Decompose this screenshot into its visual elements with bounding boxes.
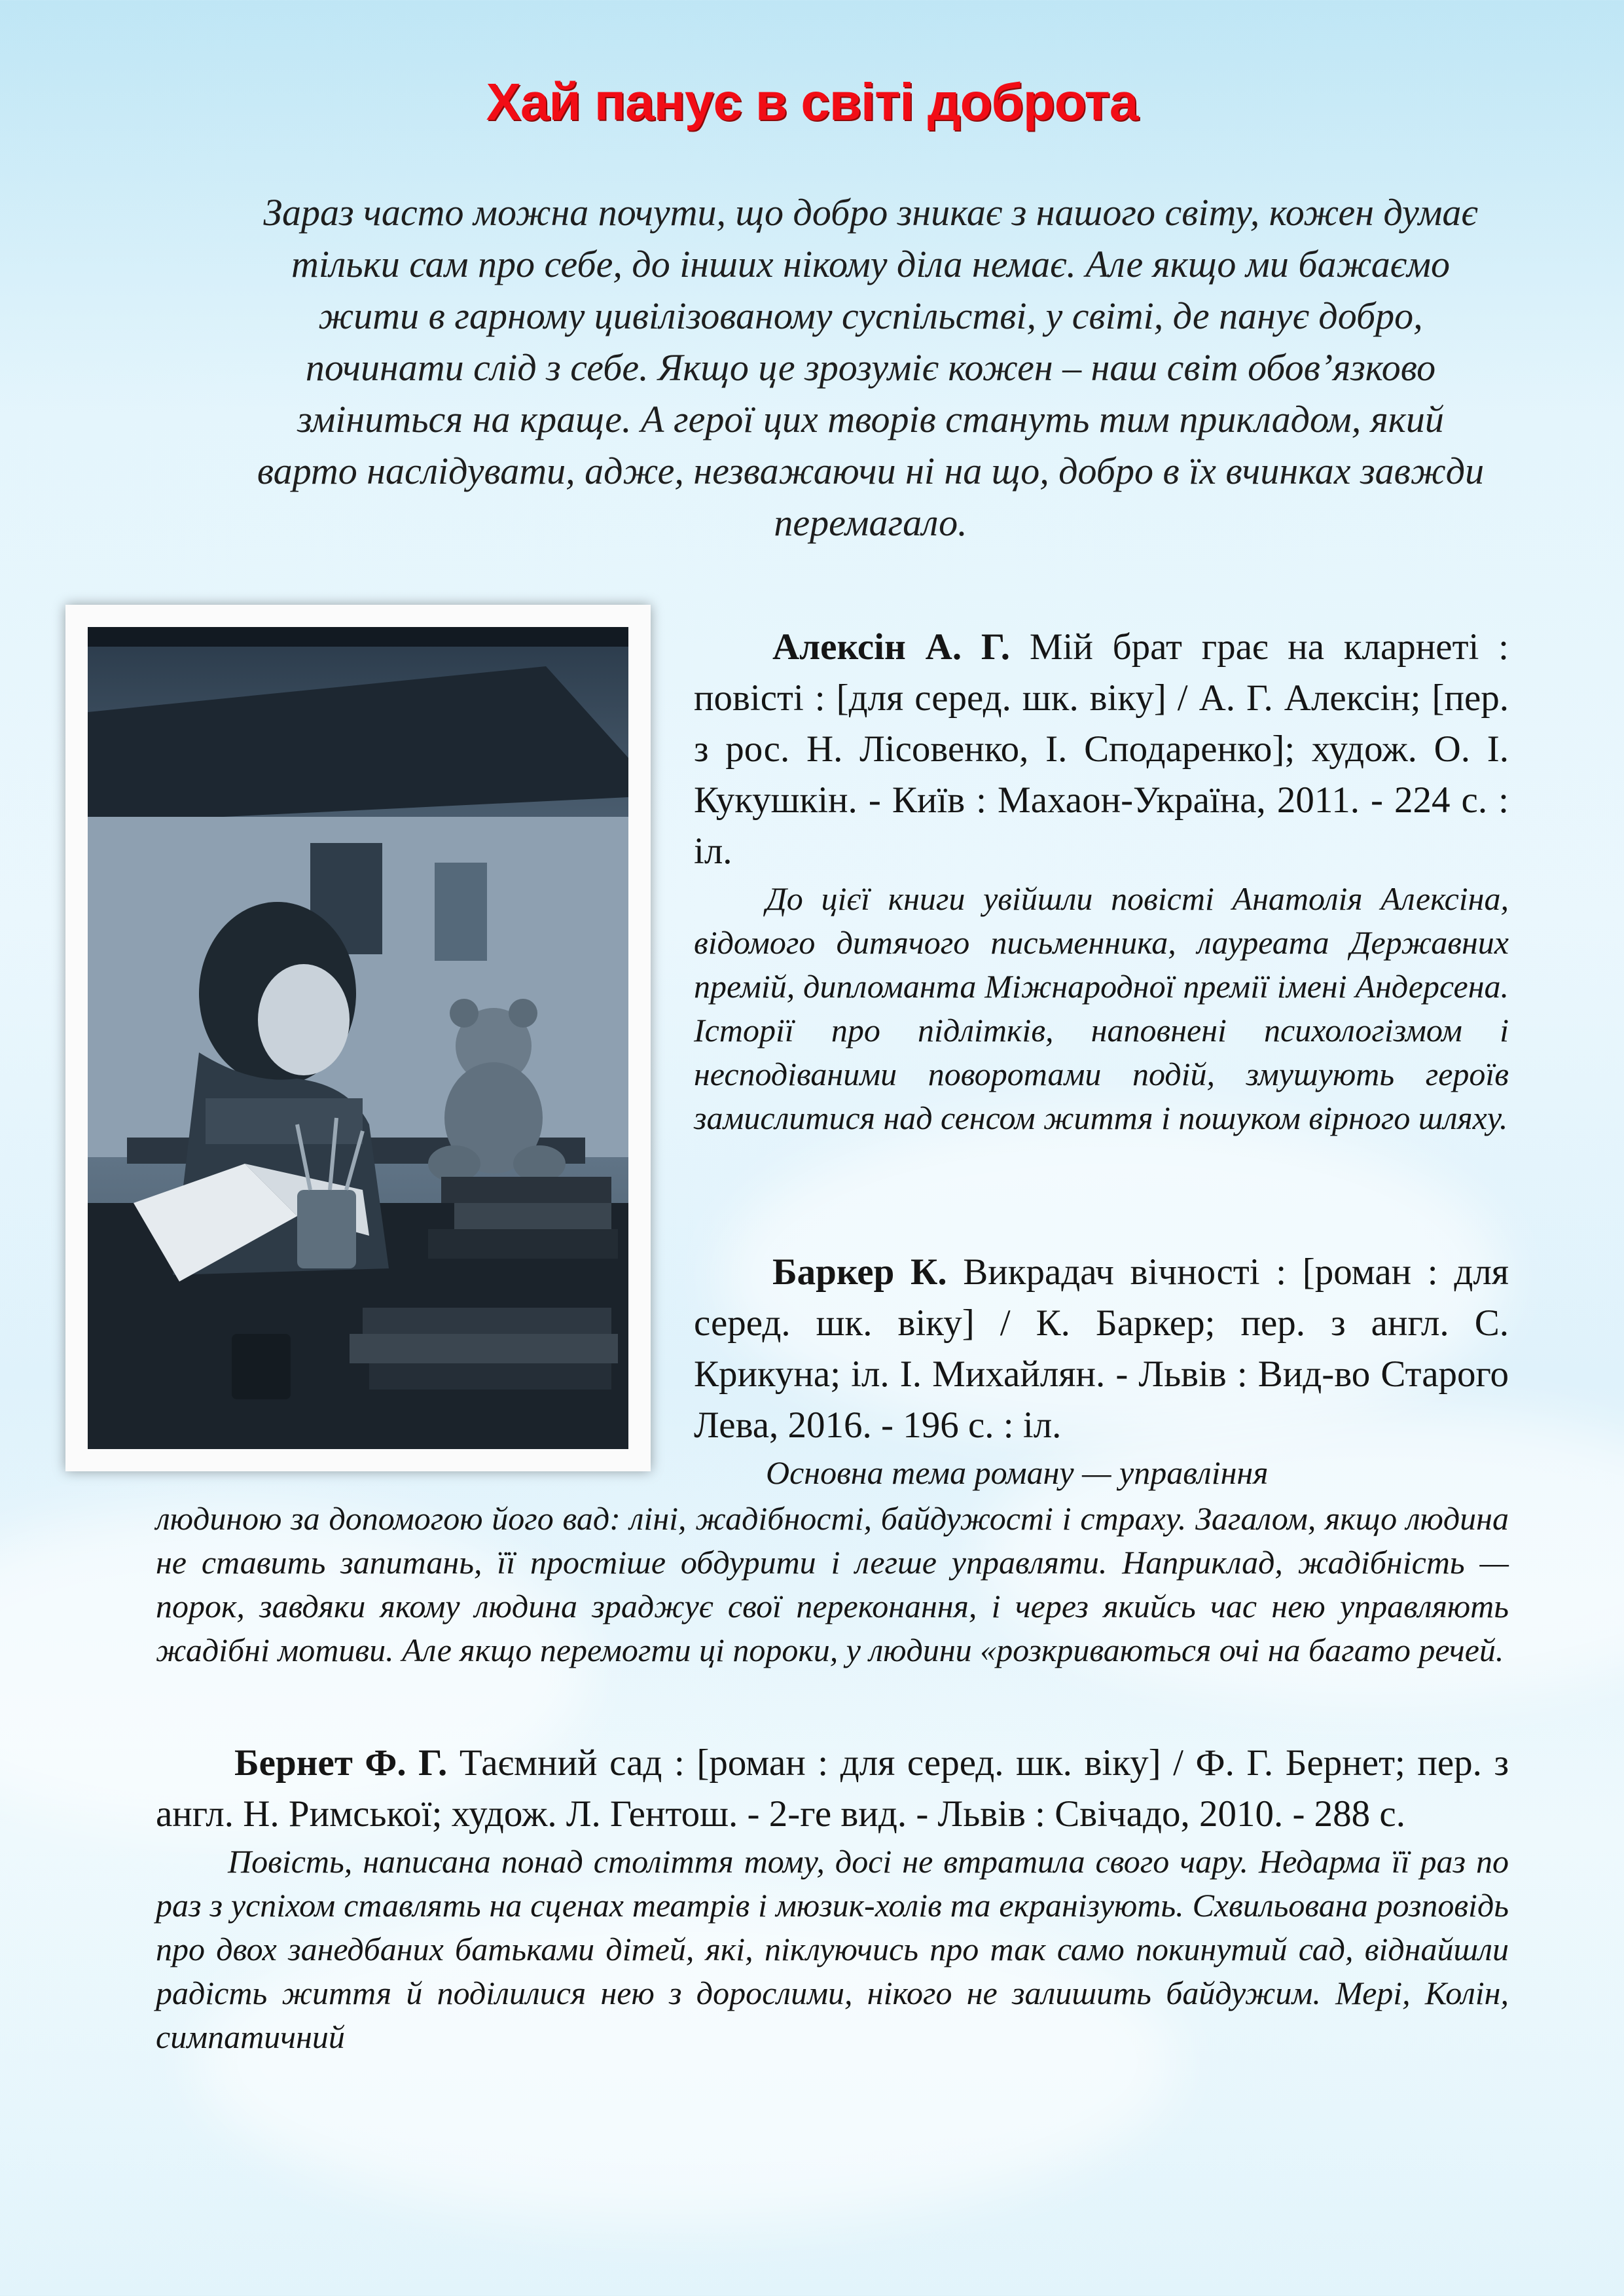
book-author: Баркер К. — [772, 1251, 947, 1293]
book-citation — [694, 622, 1509, 877]
book-author: Алексін А. Г. — [772, 626, 1010, 668]
book-details: Таємний сад : [роман : для серед. шк. віку] / Ф. Г. Бернет; пер. з англ. Н. Римської; худож. Л. Гентош. - 2-ге вид. - Львів : Свічадо, 2010. - 288 с. — [156, 1742, 1509, 1835]
book-description-continued: людиною за допомогою його вад: ліні, жадібності, байдужості і страху. Загалом, якщо людина не ставить запитань, її простіше обдурити і легше управляти. Наприклад, жадібність — порок, завдяки якому людина зраджує свої переконання, і через якийсь час нею управляють жадібні мотиви. Але якщо перемогти ці пороки, у людини «розкриваються очі на багато речей. — [156, 1500, 1509, 1668]
page-title: Хай панує в світі доброта — [486, 73, 1138, 131]
book-entry — [694, 622, 1509, 1140]
book-author: Бернет Ф. Г. — [234, 1742, 448, 1784]
book-description: Повість, написана понад століття тому, досі не втратила свого чару. Недарма її раз по раз з успіхом ставлять на сценах театрів і мюзик-холів та екранізують. Схвильована розповідь про двох занедбаних батьками дітей, які, піклуючись про так само покинутий сад, віднайшли радість життя й поділилися нею з дорослими, нікого не залишить байдужим. Мері, Колін, симпатичний — [156, 1843, 1509, 2055]
illustration-photo — [65, 605, 651, 1471]
intro-paragraph: Зараз часто можна почути, що добро зникає з нашого світу, кожен думає тільки сам про себе, до інших нікому діла немає. Але якщо ми бажаємо жити в гарному цивілізованому суспільстві, у світі, де панує добро, починати слід з себе. Якщо це зрозуміє кожен – наш світ обов’язково зміниться на краще. А герої цих творів стануть тим прикладом, який варто наслідувати, адже, незважаючи ні на що, добро в їх вчинках завжди перемагало. — [257, 191, 1485, 544]
book-description: Основна тема роману — управління — [766, 1454, 1269, 1491]
book-entry — [694, 1247, 1509, 1495]
book-entry — [156, 1738, 1509, 2059]
book-citation — [694, 1247, 1509, 1451]
book-details: Мій брат грає на кларнеті : повісті : [для серед. шк. віку] / А. Г. Алексін; [пер. з рос. Н. Лісовенко, І. Сподаренко]; худож. О. І. Кукушкін. - Київ : Махаон-Україна, 2011. - 224 с. : іл. — [694, 626, 1509, 872]
book-details: Викрадач вічності : [роман : для серед. шк. віку] / К. Баркер; пер. з англ. С. Крикуна; іл. І. Михайлян. - Львів : Вид-во Старого Лева, 2016. - 196 с. : іл. — [694, 1251, 1509, 1446]
girl-reading-photo-icon — [88, 627, 628, 1449]
book-citation — [156, 1738, 1509, 1840]
book-description: До цієї книги увійшли повісті Анатолія Алексіна, відомого дитячого письменника, лауреата Державних премій, дипломанта Міжнародної премії імені Андерсена. Історії про підлітків, наповнені психологізмом і несподіваними поворотами подій, змушують героїв замислитися над сенсом життя і пошуком вірного шляху. — [694, 880, 1509, 1136]
